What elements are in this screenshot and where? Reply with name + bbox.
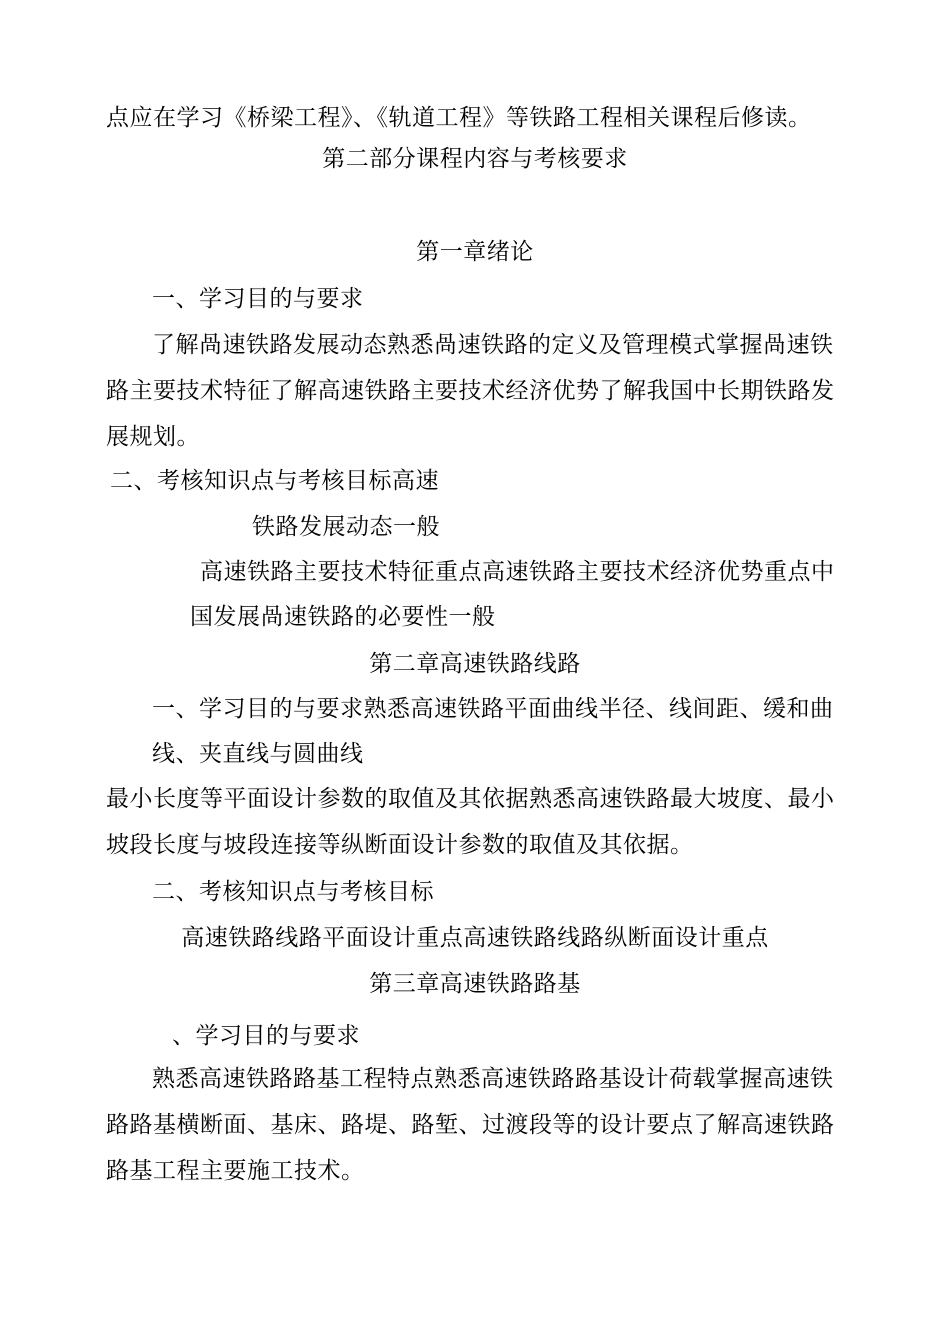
section-heading-objectives: 、学习目的与要求 <box>172 1023 360 1049</box>
paragraph-line: 路基工程主要施工技术。 <box>106 1158 365 1184</box>
paragraph-line: 路主要技术特征了解高速铁路主要技术经济优势了解我国中长期铁路发 <box>106 378 835 404</box>
chapter-1-heading: 第一章绪论 <box>416 239 534 265</box>
paragraph-line: 熟悉高速铁路路基工程特点熟悉高速铁路路基设计荷载掌握高速铁 <box>152 1066 834 1092</box>
paragraph-line: 了解咼速铁路发展动态熟悉咼速铁路的定义及管理模式掌握咼速铁 <box>152 332 834 358</box>
paragraph-line: 坡段长度与坡段连接等纵断面设计参数的取值及其依据。 <box>106 832 694 858</box>
paragraph-line: 展规划。 <box>106 424 200 450</box>
section-heading-assessment: 二、考核知识点与考核目标高速 <box>110 468 439 494</box>
assessment-item: 国发展咼速铁路的必要性一般 <box>190 604 496 630</box>
paragraph-line: 一、学习目的与要求熟悉高速铁路平面曲线半径、线间距、缓和曲 <box>152 696 834 722</box>
chapter-2-heading: 第二章高速铁路线路 <box>369 651 581 677</box>
text-line-continuation: 点应在学习《桥梁工程》、《轨道工程》等铁路工程相关课程后修读。 <box>106 105 812 131</box>
section-heading-objectives: 一、学习目的与要求 <box>152 286 364 312</box>
chapter-3-heading: 第三章高速铁路路基 <box>369 971 581 997</box>
section-heading-assessment: 二、考核知识点与考核目标 <box>152 879 434 905</box>
paragraph-line: 线、夹直线与圆曲线 <box>152 741 364 767</box>
assessment-item: 高速铁路线路平面设计重点高速铁路线路纵断面设计重点 <box>181 925 769 951</box>
paragraph-line: 路路基横断面、基床、路堤、路堑、过渡段等的设计要点了解高速铁路 <box>106 1112 835 1138</box>
paragraph-line: 最小长度等平面设计参数的取值及其依据熟悉高速铁路最大坡度、最小 <box>106 786 835 812</box>
assessment-item: 高速铁路主要技术特征重点高速铁路主要技术经济优势重点中 <box>200 559 835 585</box>
assessment-item: 铁路发展动态一般 <box>252 514 440 540</box>
part-heading: 第二部分课程内容与考核要求 <box>322 146 628 172</box>
